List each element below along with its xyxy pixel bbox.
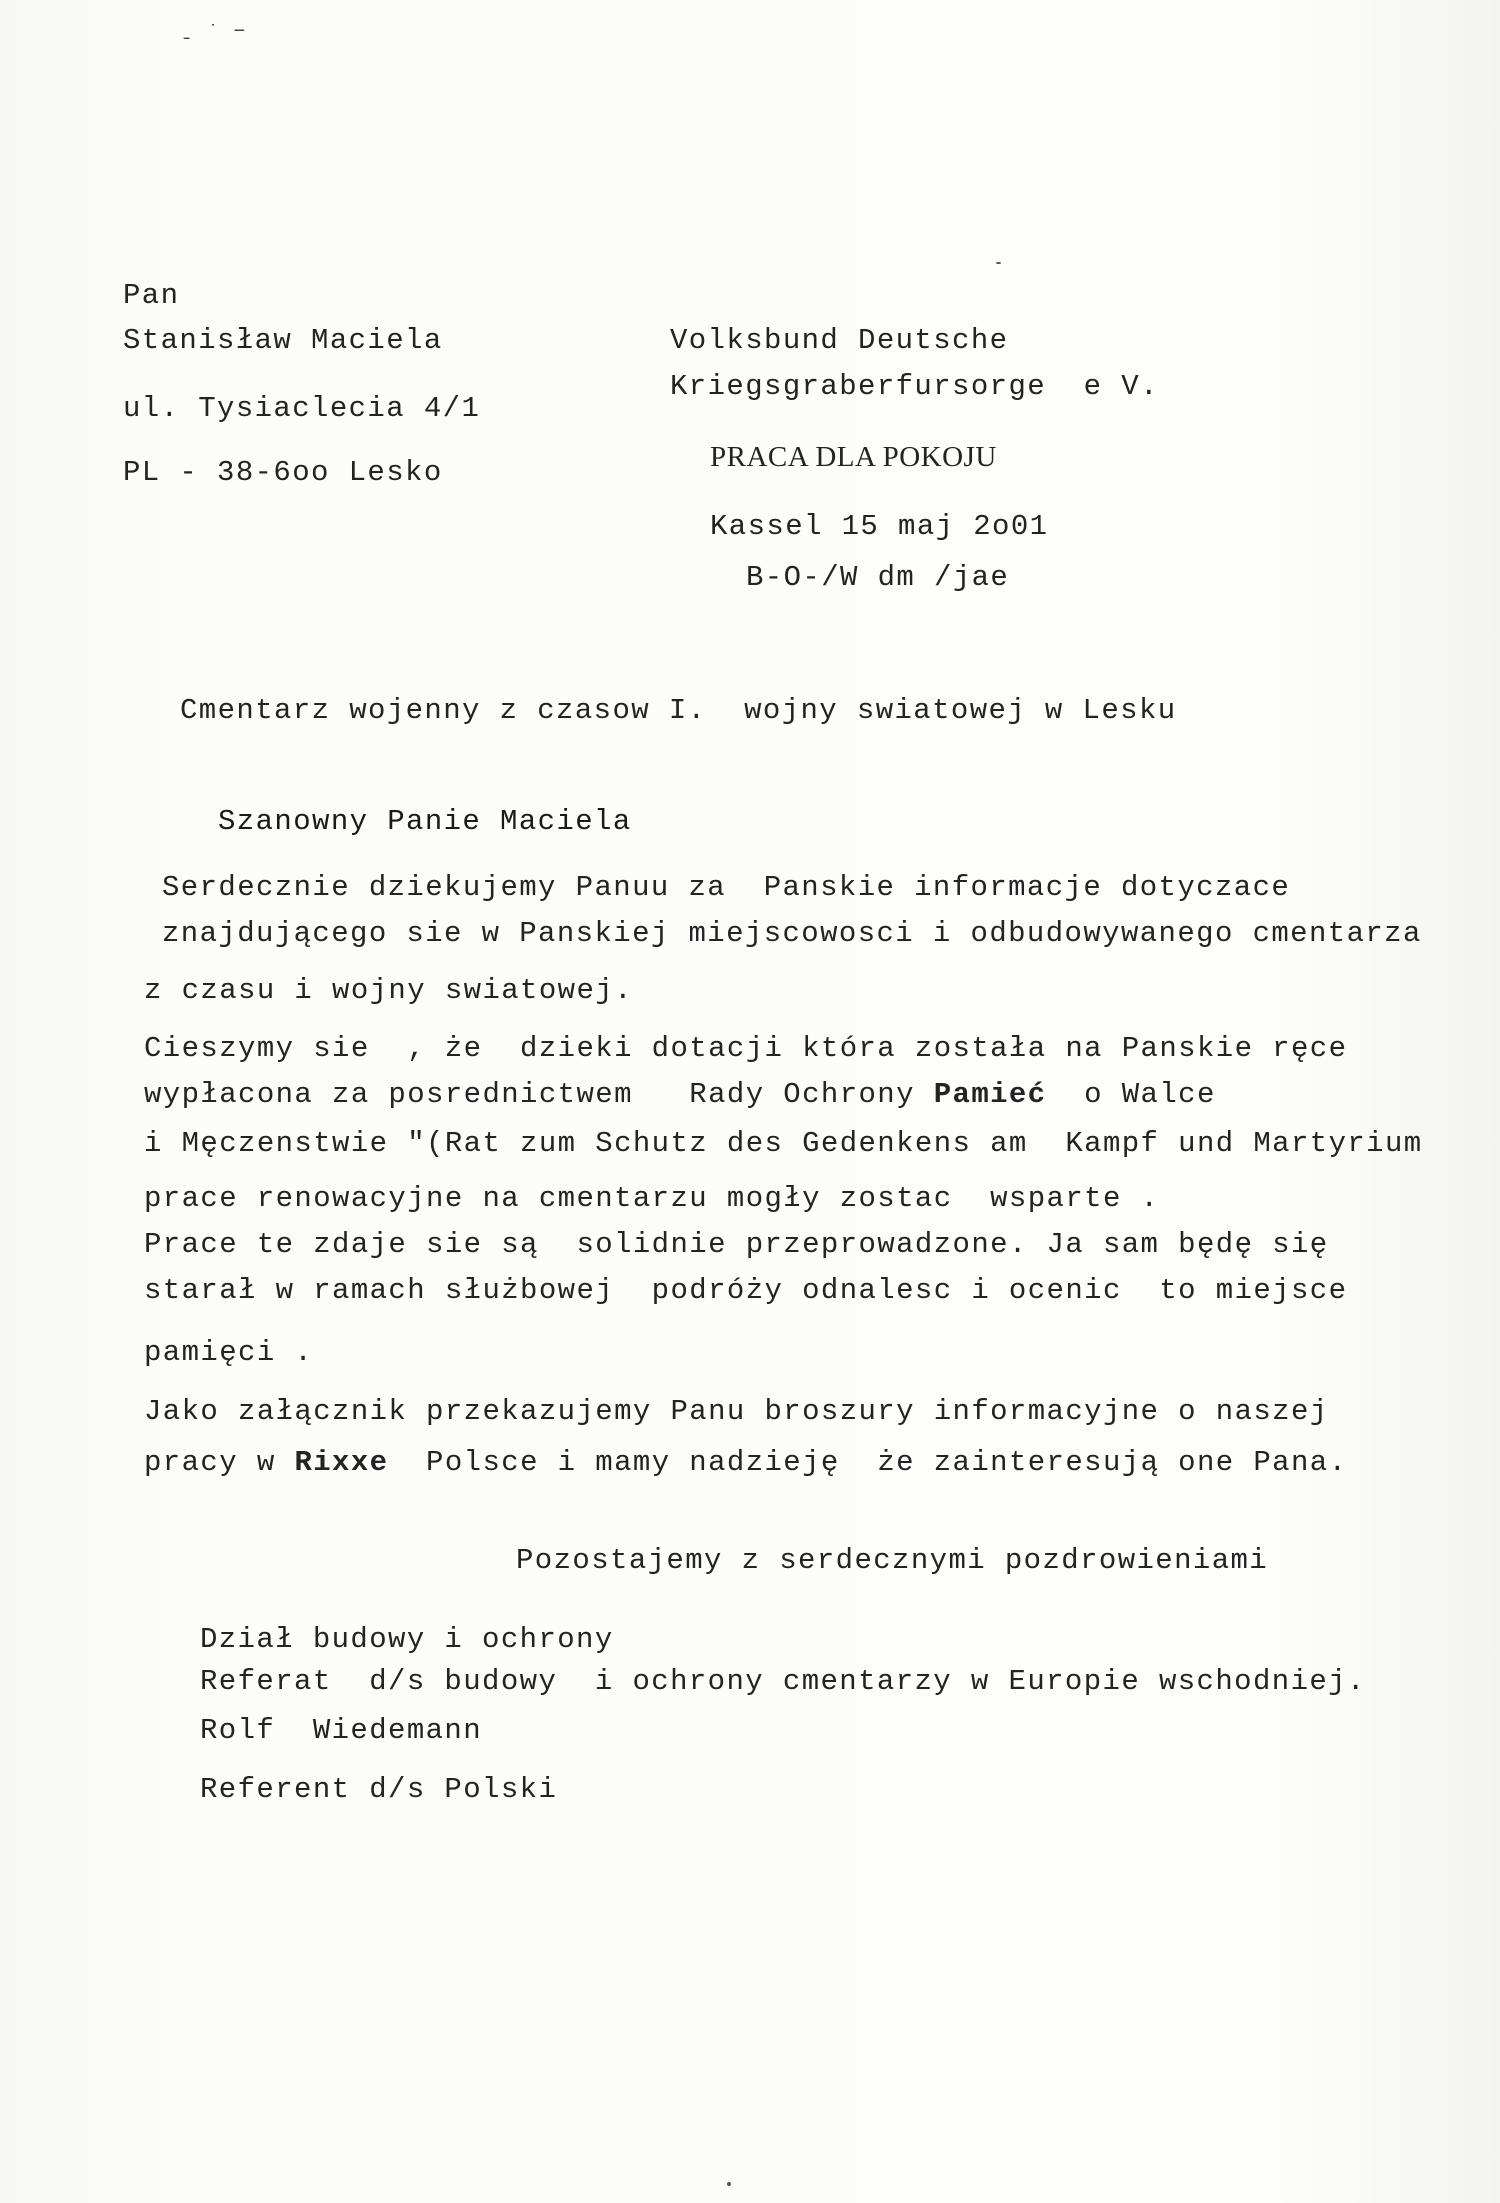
- body-p2-line1: Cieszymy sie , że dzieki dotacji która została na Panskie ręce: [144, 1032, 1348, 1065]
- sender-org-line1: Volksbund Deutsche: [670, 324, 1009, 357]
- letter-subject: Cmentarz wojenny z czasow I. wojny swiatowej w Lesku: [180, 694, 1177, 727]
- body-p2-line7: pamięci .: [144, 1336, 314, 1369]
- body-p2-line4-start: prace renowacyjne na cmentarzu mogły zostac wsparte: [144, 1182, 1122, 1215]
- signature-dept: Dział budowy i ochrony: [200, 1623, 614, 1656]
- body-p2-line3: i Męczenstwie "(Rat zum Schutz des Gedenkens am Kampf und Martyrium: [144, 1127, 1423, 1160]
- body-p2-line4: [144, 1182, 1159, 1216]
- body-p2-line2-start: wypłacona za posrednictwem Rady Ochrony: [144, 1078, 934, 1111]
- body-p3-line2: [144, 1446, 1347, 1480]
- body-p2-line4-end: .: [1121, 1182, 1160, 1215]
- sender-date-line: Kassel 15 maj 2o01: [710, 510, 1049, 543]
- recipient-city: PL - 38-6oo Lesko: [123, 456, 443, 489]
- sender-org-line2: Kriegsgraberfursorge e V.: [670, 370, 1159, 403]
- body-p1-line3: z czasu i wojny swiatowej.: [144, 974, 633, 1007]
- signature-title: Referent d/s Polski: [200, 1773, 558, 1806]
- speck: [727, 2182, 731, 2186]
- body-p2-line2-end: o Walce: [1046, 1078, 1216, 1111]
- signature-unit: Referat d/s budowy i ochrony cmentarzy w Europie wschodniej.: [200, 1665, 1366, 1698]
- sender-reference: B-O-/W dm /jae: [746, 561, 1010, 594]
- letter-closing: Pozostajemy z serdecznymi pozdrowieniami: [516, 1544, 1269, 1577]
- body-p3-line2-start: pracy w: [144, 1446, 295, 1479]
- signature-name: Rolf Wiedemann: [200, 1714, 483, 1747]
- recipient-salutation-line: Pan: [123, 279, 180, 312]
- body-p3-line1: Jako załącznik przekazujemy Panu broszury informacyjne o naszej: [144, 1395, 1329, 1428]
- sender-motto: PRACA DLA POKOJU: [710, 441, 997, 473]
- body-p3-line2-end: Polsce i mamy nadzieję że zainteresują one Pana.: [388, 1446, 1348, 1479]
- body-p1-line1: Serdecznie dziekujemy Panuu za Panskie informacje dotyczace: [162, 871, 1291, 904]
- body-p2-line5: Prace te zdaje sie są solidnie przeprowadzone. Ja sam będę się: [144, 1228, 1329, 1261]
- overtyped-word: Pamieć: [933, 1078, 1047, 1111]
- body-p2-line6: starał w ramach służbowej podróży odnalesc i ocenic to miejsce: [144, 1274, 1348, 1307]
- recipient-name: Stanisław Maciela: [123, 324, 443, 357]
- letter-greeting: Szanowny Panie Maciela: [218, 805, 632, 838]
- corner-marks: ˍ ˑ –: [180, 18, 247, 43]
- speck: [996, 262, 1001, 264]
- recipient-street: ul. Tysiaclecia 4/1: [123, 392, 481, 425]
- body-p1-line2: znajdującego sie w Panskiej miejscowosci i odbudowywanego cmentarza: [162, 917, 1422, 950]
- overtyped-word: Rixxe: [294, 1446, 389, 1479]
- body-p2-line2: [144, 1078, 1216, 1112]
